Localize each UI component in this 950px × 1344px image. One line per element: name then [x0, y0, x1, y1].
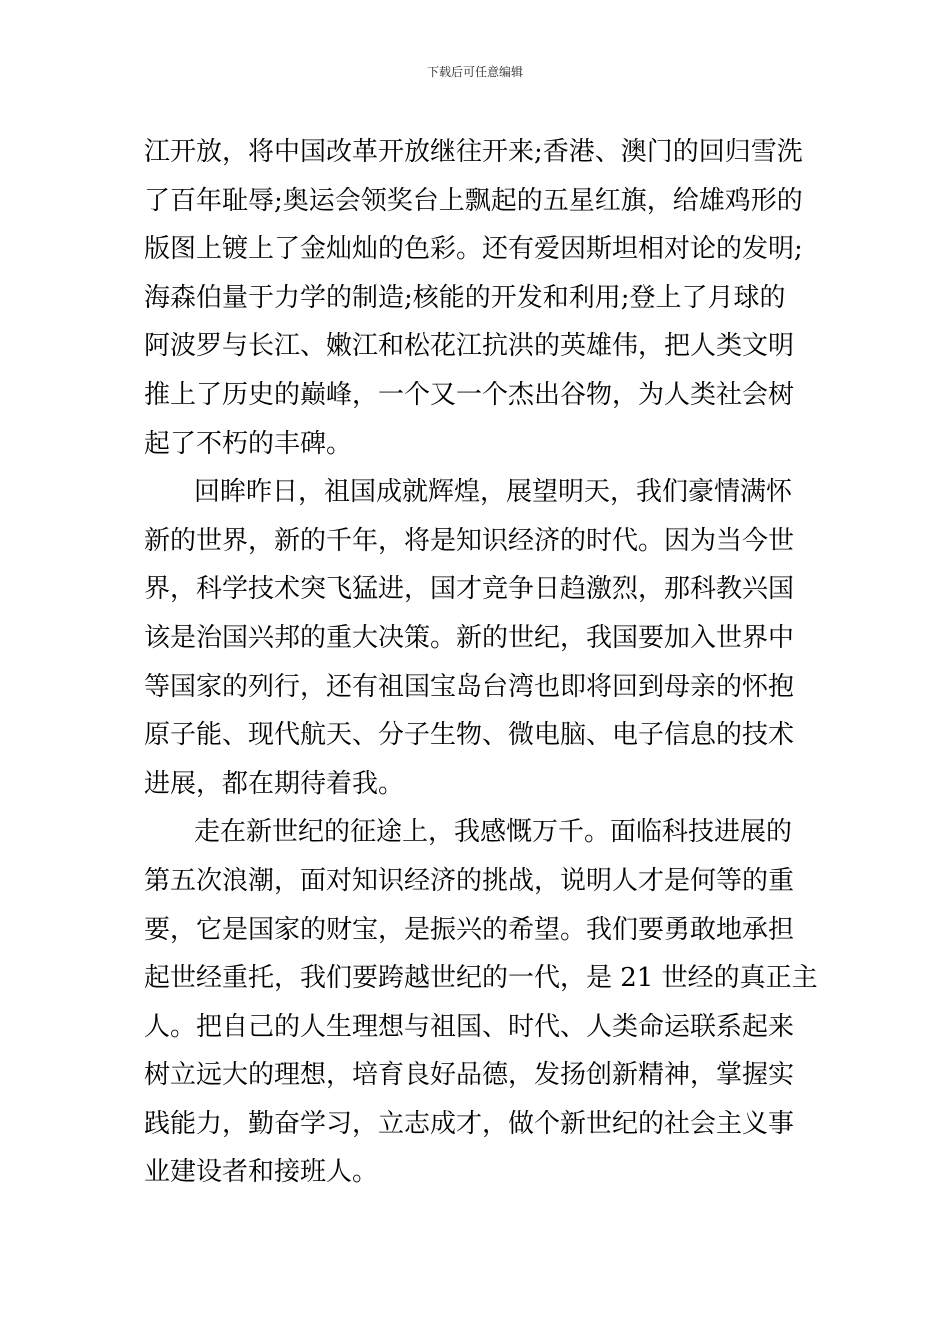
- text-line: 版图上镀上了金灿灿的色彩。还有爱因斯坦相对论的发明;: [144, 234, 803, 265]
- text-line: 海森伯量于力学的制造;核能的开发和利用;登上了月球的: [144, 282, 786, 313]
- text-line: 界，科学技术突飞猛进，国才竞争日趋激烈，那科教兴国: [144, 574, 795, 605]
- text-line: 第五次浪潮，面对知识经济的挑战，说明人才是何等的重: [144, 865, 795, 896]
- paragraph-1: [144, 128, 808, 468]
- paragraph-3: [144, 808, 818, 1197]
- text-line: 要，它是国家的财宝，是振兴的希望。我们要勇敢地承担: [144, 914, 795, 945]
- text-line: 树立远大的理想，培育良好品德，发扬创新精神，掌握实: [144, 1060, 795, 1091]
- text-line: 走在新世纪的征途上，我感慨万千。面临科技进展的: [194, 817, 793, 848]
- text-line: 该是治国兴邦的重大决策。新的世纪，我国要加入世界中: [144, 622, 795, 653]
- page-header: 下载后可任意编辑: [426, 65, 523, 79]
- text-line: 人。把自己的人生理想与祖国、时代、人类命运联系起来: [144, 1011, 795, 1042]
- text-line: 业建设者和接班人。: [144, 1157, 379, 1188]
- text-line: 阿波罗与长江、嫩江和松花江抗洪的英雄伟，把人类文明: [144, 331, 795, 362]
- text-line: 等国家的列行，还有祖国宝岛台湾也即将回到母亲的怀抱: [144, 671, 795, 702]
- text-line: 新的世界，新的千年，将是知识经济的时代。因为当今世: [144, 525, 795, 556]
- text-line: 原子能、现代航天、分子生物、微电脑、电子信息的技术: [144, 720, 795, 751]
- text-line: 践能力，勤奋学习，立志成才，做个新世纪的社会主义事: [144, 1108, 795, 1139]
- text-line: 江开放，将中国改革开放继往开来;香港、澳门的回归雪洗: [144, 137, 803, 167]
- document-body: [144, 128, 818, 1197]
- text-line: 了百年耻辱;奥运会领奖台上飘起的五星红旗，给雄鸡形的: [144, 185, 803, 216]
- paragraph-2: [144, 468, 808, 808]
- text-line: 起世经重托，我们要跨越世纪的一代，是 21 世经的真正主: [144, 963, 818, 994]
- text-line: 回眸昨日，祖国成就辉煌，展望明天，我们豪情满怀: [194, 477, 793, 508]
- text-line: 起了不朽的丰碑。: [144, 428, 353, 459]
- text-line: 进展，都在期待着我。: [144, 768, 405, 799]
- text-line: 推上了历史的巅峰，一个又一个杰出谷物，为人类社会树: [144, 379, 795, 410]
